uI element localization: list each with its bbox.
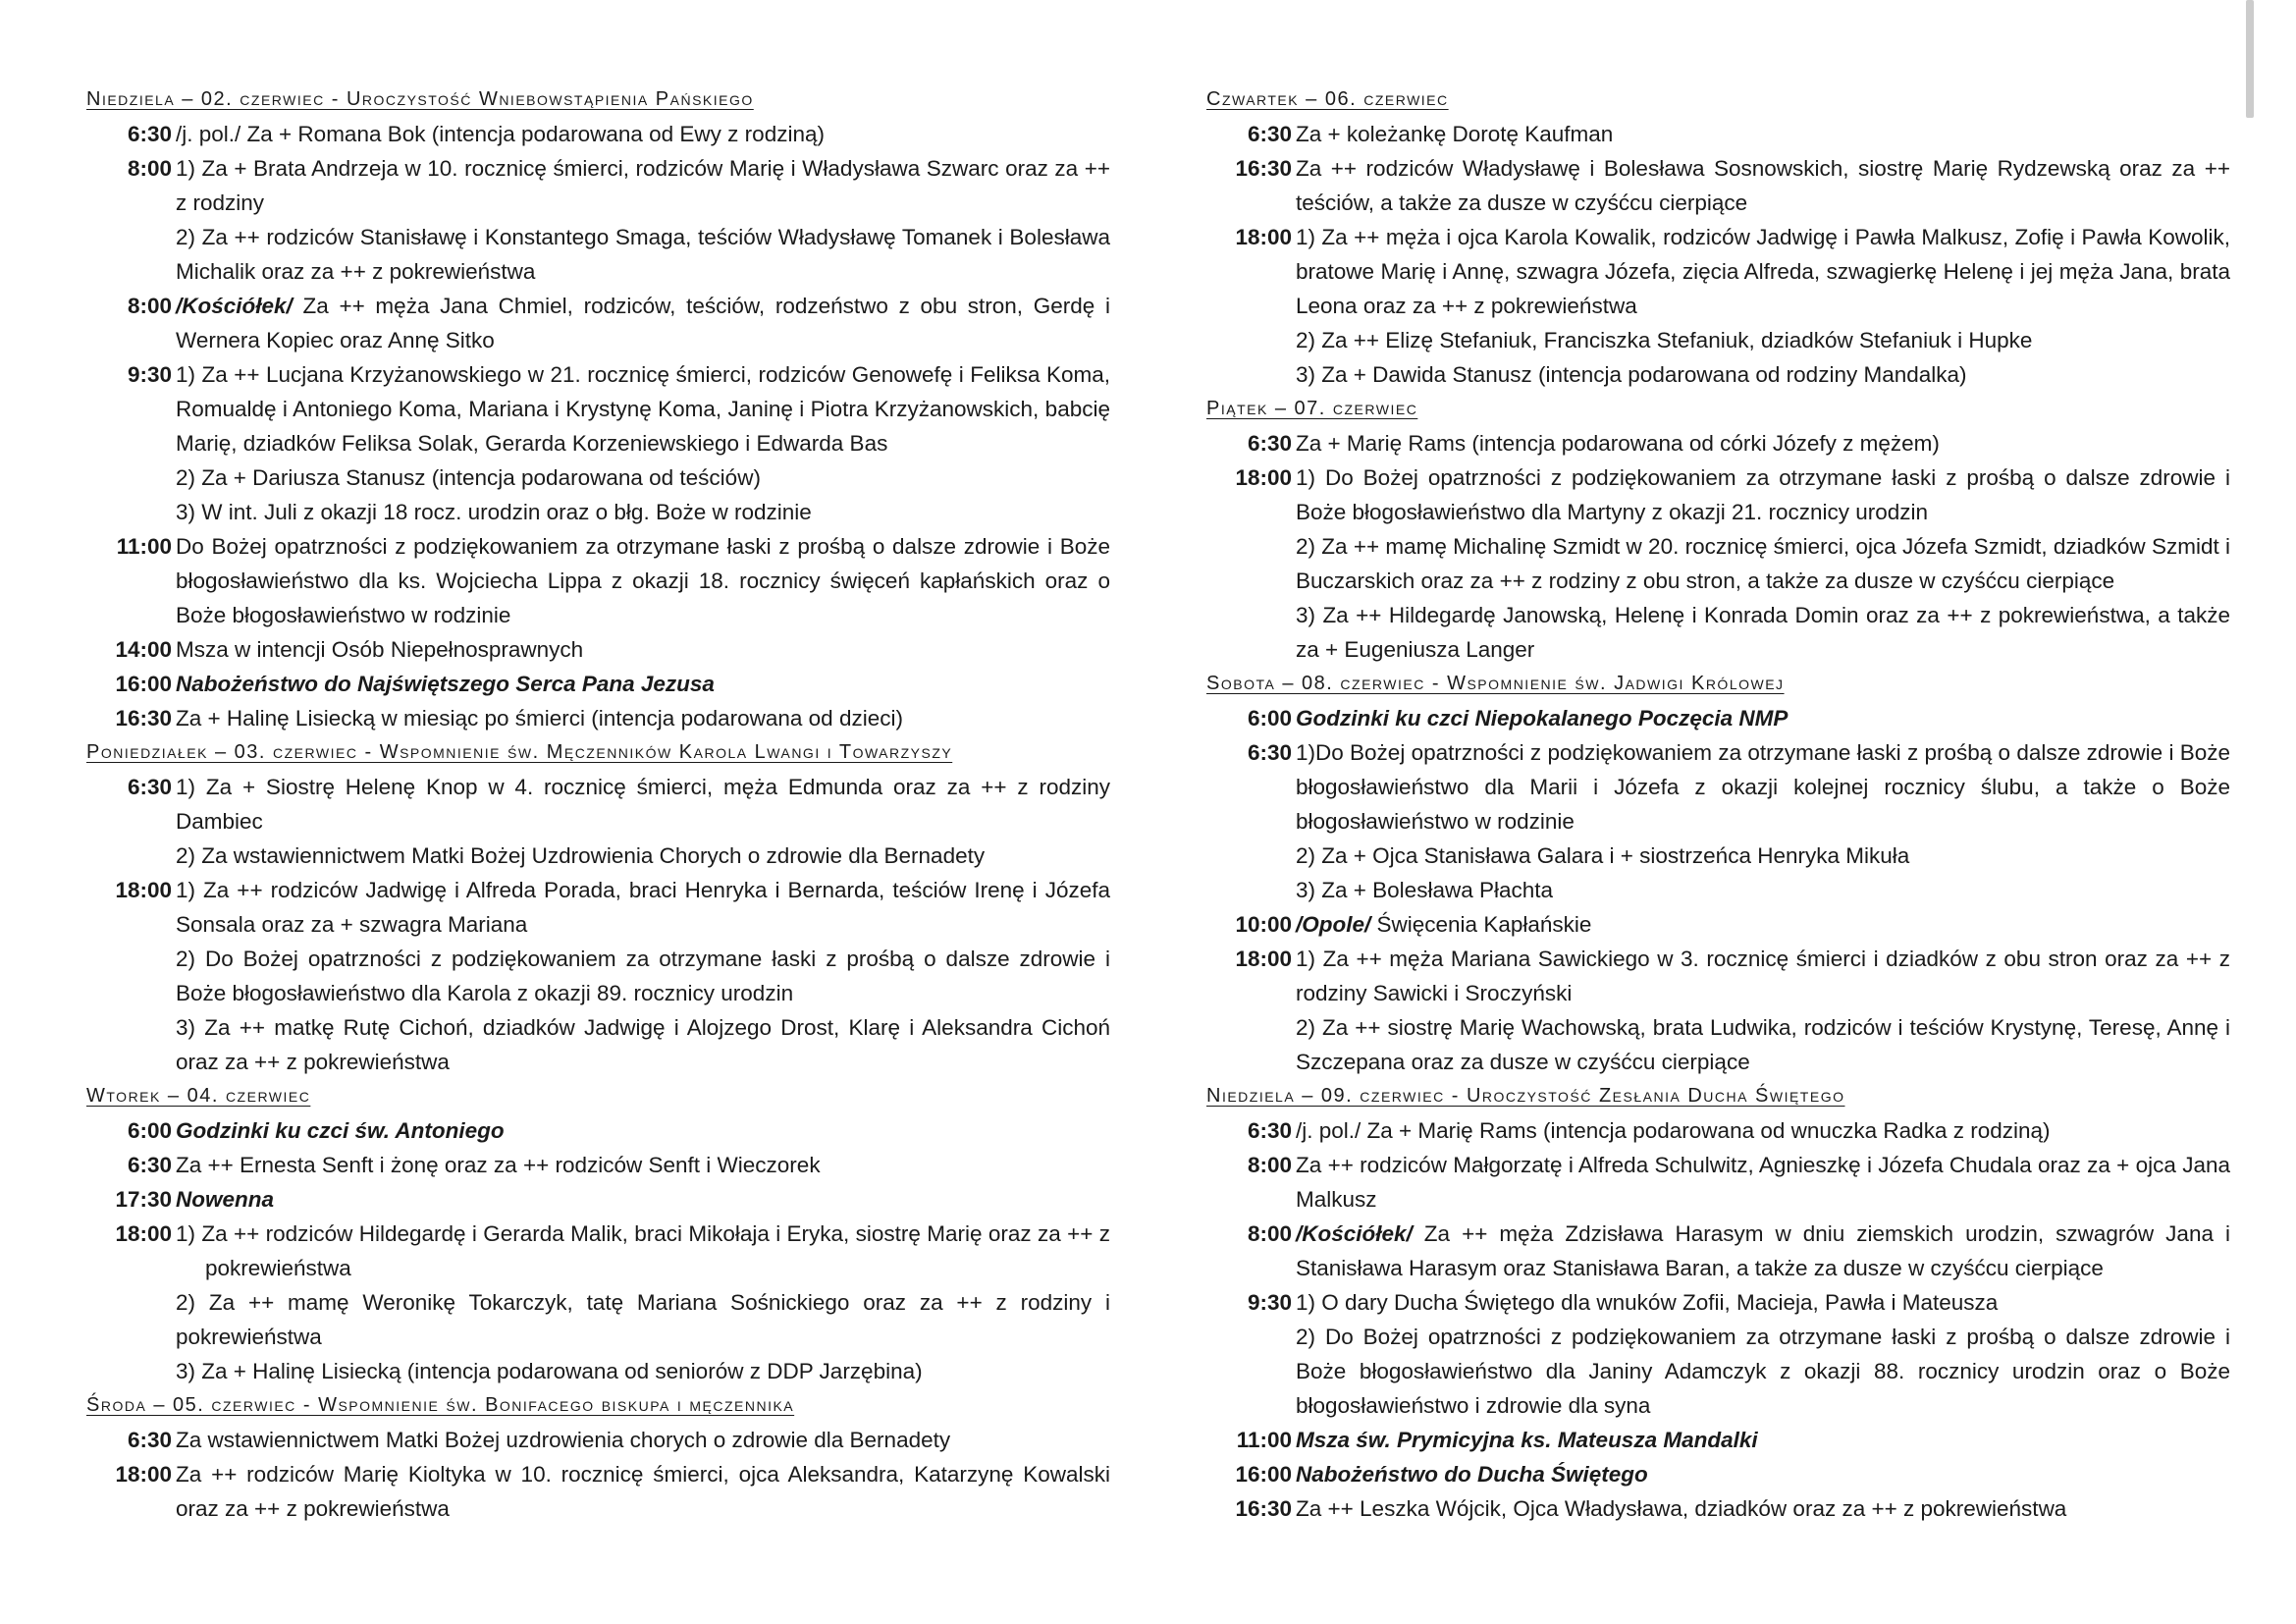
intention-text: 2) Za wstawiennictwem Matki Bożej Uzdrowienia Chorych o zdrowie dla Bernadety bbox=[176, 843, 986, 868]
intentions bbox=[1296, 701, 2230, 735]
intention-body: Za ++ męża Jana Chmiel, rodziców, teściów, rodzeństwo z obu stron, Gerdę i Wernera Kopiec oraz Annę Sitko bbox=[176, 294, 1110, 352]
mass-time: 18:00 bbox=[1235, 947, 1292, 971]
intention-text bbox=[1296, 1217, 2230, 1285]
intentions bbox=[176, 289, 1110, 357]
intention-text: Za ++ rodziców Marię Kioltyka w 10. rocznicę śmierci, ojca Aleksandra, Katarzynę Kowalski oraz za ++ z pokrewieństwa bbox=[176, 1462, 1110, 1521]
mass-time: 18:00 bbox=[115, 1221, 172, 1246]
mass-time: 17:30 bbox=[115, 1187, 172, 1212]
intention-text: Za + koleżankę Dorotę Kaufman bbox=[1296, 122, 1614, 146]
intentions bbox=[176, 1148, 1110, 1182]
mass-time: 10:00 bbox=[1235, 912, 1292, 937]
left-column bbox=[86, 82, 1110, 1526]
intention-text bbox=[176, 289, 1110, 357]
intentions bbox=[176, 1217, 1110, 1388]
mass-time: 18:00 bbox=[115, 878, 172, 902]
intention-text: Godzinki ku czci Niepokalanego Poczęcia NMP bbox=[1296, 706, 1789, 731]
intentions bbox=[176, 357, 1110, 529]
mass-row bbox=[1206, 1148, 2230, 1217]
mass-row bbox=[1206, 426, 2230, 460]
mass-row bbox=[86, 1217, 1110, 1388]
intention-text: 2) Za ++ mamę Weronikę Tokarczyk, tatę Mariana Sośnickiego oraz za ++ z rodziny i pokrewieństwa bbox=[176, 1290, 1110, 1349]
mass-row bbox=[86, 1113, 1110, 1148]
mass-row bbox=[1206, 1113, 2230, 1148]
intentions bbox=[176, 1457, 1110, 1526]
intention-text: Za ++ Ernesta Senft i żonę oraz za ++ rodziców Senft i Wieczorek bbox=[176, 1153, 821, 1177]
mass-row bbox=[1206, 460, 2230, 667]
intention-text: 1) Za ++ męża i ojca Karola Kowalik, rodziców Jadwigę i Pawła Malkusz, Zofię i Pawła Kowolik, bratowe Marię i Annę, szwagra Józefa, zięcia Alfreda, szwagierkę Helenę i jej męża Jana, brata Leona oraz za ++ z pokrewieństwa bbox=[1296, 225, 2230, 318]
intention-text: /j. pol./ Za + Romana Bok (intencja podarowana od Ewy z rodziną) bbox=[176, 122, 825, 146]
intention-text: 1)Do Bożej opatrzności z podziękowaniem za otrzymane łaski z prośbą o dalsze zdrowie i Boże błogosławieństwo dla Marii i Józefa z okazji kolejnej rocznicy ślubu, a także o Boże błogosławieństwo w rodzinie bbox=[1296, 740, 2230, 834]
intention-text: 1) Do Bożej opatrzności z podziękowaniem za otrzymane łaski z prośbą o dalsze zdrowie i Boże błogosławieństwo dla Martyny z okazji 21. rocznicy urodzin bbox=[1296, 465, 2230, 524]
intentions bbox=[1296, 1285, 2230, 1423]
mass-row bbox=[1206, 1423, 2230, 1457]
intention-text: Msza św. Prymicyjna ks. Mateusza Mandalki bbox=[1296, 1428, 1758, 1452]
intention-text: Za + Halinę Lisiecką w miesiąc po śmierci (intencja podarowana od dzieci) bbox=[176, 706, 903, 731]
intention-text: 2) Do Bożej opatrzności z podziękowaniem za otrzymane łaski z prośbą o dalsze zdrowie i Boże błogosławieństwo dla Janiny Adamczyk z okazji 88. rocznicy urodzin oraz o Boże błogosławieństwo i zdrowie dla syna bbox=[1296, 1325, 2230, 1418]
intentions bbox=[176, 873, 1110, 1079]
intention-text: 2) Za ++ mamę Michalinę Szmidt w 20. rocznicę śmierci, ojca Józefa Szmidt, dziadków Szmidt i Buczarskich oraz za ++ z rodziny z obu stron, a także za dusze w czyśćcu cierpiące bbox=[1296, 534, 2230, 593]
mass-time: 6:30 bbox=[127, 775, 172, 799]
intention-text: Za ++ rodziców Władysławę i Bolesława Sosnowskich, siostrę Marię Rydzewską oraz za ++ teściów, a także za dusze w czyśćcu cierpiące bbox=[1296, 156, 2230, 215]
mass-time: 6:30 bbox=[1247, 431, 1292, 456]
mass-row bbox=[86, 151, 1110, 289]
intentions bbox=[1296, 735, 2230, 907]
intention-body: Święcenia Kapłańskie bbox=[1370, 912, 1592, 937]
intentions bbox=[1296, 151, 2230, 220]
mass-row bbox=[1206, 942, 2230, 1079]
intention-text: Godzinki ku czci św. Antoniego bbox=[176, 1118, 505, 1143]
mass-time: 16:30 bbox=[115, 706, 172, 731]
intentions bbox=[176, 1423, 1110, 1457]
intention-body: Za ++ męża Zdzisława Harasym w dniu ziemskich urodzin, szwagrów Jana i Stanisława Harasym oraz Stanisława Baran, a także za dusze w czyśćcu cierpiące bbox=[1296, 1221, 2230, 1280]
intention-text: 2) Za ++ siostrę Marię Wachowską, brata Ludwika, rodziców i teściów Krystynę, Teresę, Annę i Szczepana oraz za dusze w czyśćcu cierpiące bbox=[1296, 1015, 2230, 1074]
mass-row bbox=[86, 873, 1110, 1079]
intention-text: 1) Za + Siostrę Helenę Knop w 4. rocznicę śmierci, męża Edmunda oraz za ++ z rodziny Dambiec bbox=[176, 775, 1110, 834]
day-header: Niedziela – 09. czerwiec - Uroczystość Zesłania Ducha Świętego bbox=[1206, 1085, 1845, 1107]
intention-text: 1) Za ++ męża Mariana Sawickiego w 3. rocznicę śmierci i dziadków z obu stron oraz za ++ z rodziny Sawicki i Sroczyński bbox=[1296, 947, 2230, 1005]
mass-row bbox=[1206, 907, 2230, 942]
scrollbar[interactable] bbox=[2246, 0, 2254, 118]
intentions bbox=[1296, 426, 2230, 460]
intentions bbox=[1296, 1423, 2230, 1457]
intention-text: 1) Za ++ Lucjana Krzyżanowskiego w 21. rocznicę śmierci, rodziców Genowefę i Feliksa Koma, Romualdę i Antoniego Koma, Mariana i Krystynę Koma, Janinę i Piotra Krzyżanowskich, babcię Marię, dziadków Feliksa Solak, Gerarda Korzeniewskiego i Edwarda Bas bbox=[176, 362, 1110, 456]
mass-row bbox=[86, 1148, 1110, 1182]
mass-time: 8:00 bbox=[127, 156, 172, 181]
mass-time: 16:30 bbox=[1235, 1496, 1292, 1521]
intention-text: Za ++ Leszka Wójcik, Ojca Władysława, dziadków oraz za ++ z pokrewieństwa bbox=[1296, 1496, 2067, 1521]
day-header: Środa – 05. czerwiec - Wspomnienie św. Bonifacego biskupa i męczennika bbox=[86, 1394, 795, 1416]
intentions bbox=[176, 1182, 1110, 1217]
intention-text: 2) Do Bożej opatrzności z podziękowaniem za otrzymane łaski z prośbą o dalsze zdrowie i Boże błogosławieństwo dla Karola z okazji 89. rocznicy urodzin bbox=[176, 947, 1110, 1005]
mass-time: 6:30 bbox=[1247, 122, 1292, 146]
intentions bbox=[1296, 907, 2230, 942]
intention-text: 3) Za + Halinę Lisiecką (intencja podarowana od seniorów z DDP Jarzębina) bbox=[176, 1359, 923, 1383]
intention-text: 3) W int. Juli z okazji 18 rocz. urodzin oraz o błg. Boże w rodzinie bbox=[176, 500, 812, 524]
mass-time: 6:30 bbox=[1247, 740, 1292, 765]
mass-row bbox=[1206, 735, 2230, 907]
mass-time: 16:00 bbox=[115, 672, 172, 696]
day-header: Czwartek – 06. czerwiec bbox=[1206, 88, 1449, 110]
mass-time: 8:00 bbox=[1247, 1221, 1292, 1246]
intention-text: 2) Za ++ Elizę Stefaniuk, Franciszka Stefaniuk, dziadków Stefaniuk i Hupke bbox=[1296, 328, 2033, 352]
mass-row bbox=[86, 1457, 1110, 1526]
intention-text: 3) Za ++ Hildegardę Janowską, Helenę i Konrada Domin oraz za ++ z pokrewieństwa, a także za + Eugeniusza Langer bbox=[1296, 603, 2230, 662]
mass-row bbox=[86, 117, 1110, 151]
intentions bbox=[176, 632, 1110, 667]
mass-time: 9:30 bbox=[1247, 1290, 1292, 1315]
mass-time: 9:30 bbox=[127, 362, 172, 387]
mass-row bbox=[1206, 1217, 2230, 1285]
mass-row bbox=[86, 632, 1110, 667]
intention-text: Nabożeństwo do Najświętszego Serca Pana Jezusa bbox=[176, 672, 715, 696]
intentions bbox=[1296, 1491, 2230, 1526]
mass-row bbox=[86, 770, 1110, 873]
mass-time: 18:00 bbox=[1235, 465, 1292, 490]
intentions bbox=[176, 117, 1110, 151]
mass-row bbox=[86, 289, 1110, 357]
intentions bbox=[176, 151, 1110, 289]
intention-text: 3) Za + Dawida Stanusz (intencja podarowana od rodziny Mandalka) bbox=[1296, 362, 1967, 387]
intention-text: Nowenna bbox=[176, 1187, 275, 1212]
day-header: Wtorek – 04. czerwiec bbox=[86, 1085, 311, 1107]
mass-row bbox=[86, 357, 1110, 529]
intention-text: Do Bożej opatrzności z podziękowaniem za otrzymane łaski z prośbą o dalsze zdrowie i Boże błogosławieństwo dla ks. Wojciecha Lippa z okazji 18. rocznicy święceń kapłańskich oraz o Boże błogosławieństwo w rodzinie bbox=[176, 534, 1110, 627]
intentions bbox=[1296, 1148, 2230, 1217]
intention-text: Za + Marię Rams (intencja podarowana od córki Józefy z mężem) bbox=[1296, 431, 1940, 456]
intentions bbox=[1296, 1217, 2230, 1285]
intention-text: 1) Za ++ rodziców Jadwigę i Alfreda Porada, braci Henryka i Bernarda, teściów Irenę i Józefa Sonsala oraz za + szwagra Mariana bbox=[176, 878, 1110, 937]
mass-row bbox=[86, 1423, 1110, 1457]
intentions bbox=[176, 529, 1110, 632]
intention-text: 1) Za + Brata Andrzeja w 10. rocznicę śmierci, rodziców Marię i Władysława Szwarc oraz za ++ z rodziny bbox=[176, 156, 1110, 215]
intention-text bbox=[1296, 907, 2230, 942]
mass-row bbox=[86, 667, 1110, 701]
mass-row bbox=[1206, 151, 2230, 220]
intention-text: 3) Za ++ matkę Rutę Cichoń, dziadków Jadwigę i Alojzego Drost, Klarę i Aleksandra Cichoń oraz za ++ z pokrewieństwa bbox=[176, 1015, 1110, 1074]
mass-time: 16:30 bbox=[1235, 156, 1292, 181]
day-header: Poniedziałek – 03. czerwiec - Wspomnienie św. Męczenników Karola Lwangi i Towarzyszy bbox=[86, 741, 953, 763]
intentions bbox=[1296, 942, 2230, 1079]
right-column bbox=[1206, 82, 2230, 1526]
intentions bbox=[176, 770, 1110, 873]
day-header: Sobota – 08. czerwiec - Wspomnienie św. Jadwigi Królowej bbox=[1206, 673, 1785, 694]
mass-time: 16:00 bbox=[1235, 1462, 1292, 1487]
intention-text: 1) Za ++ rodziców Hildegardę i Gerarda Malik, braci Mikołaja i Eryka, siostrę Marię oraz za ++ z pokrewieństwa bbox=[176, 1221, 1110, 1280]
mass-time: 6:30 bbox=[127, 1428, 172, 1452]
mass-time: 6:30 bbox=[127, 1153, 172, 1177]
intention-text: Za ++ rodziców Małgorzatę i Alfreda Schulwitz, Agnieszkę i Józefa Chudala oraz za + ojca Jana Malkusz bbox=[1296, 1153, 2230, 1212]
intentions bbox=[1296, 220, 2230, 392]
intention-text: Za wstawiennictwem Matki Bożej uzdrowienia chorych o zdrowie dla Bernadety bbox=[176, 1428, 951, 1452]
day-header: Niedziela – 02. czerwiec - Uroczystość Wniebowstąpienia Pańskiego bbox=[86, 88, 754, 110]
intentions bbox=[176, 701, 1110, 735]
mass-row bbox=[1206, 117, 2230, 151]
mass-time: 8:00 bbox=[1247, 1153, 1292, 1177]
mass-row bbox=[86, 529, 1110, 632]
mass-row bbox=[86, 1182, 1110, 1217]
mass-row bbox=[86, 701, 1110, 735]
location-label: /Opole/ bbox=[1296, 912, 1371, 937]
intention-text: 3) Za + Bolesława Płachta bbox=[1296, 878, 1554, 902]
intention-text: 2) Za + Dariusza Stanusz (intencja podarowana od teściów) bbox=[176, 465, 761, 490]
intentions bbox=[1296, 1457, 2230, 1491]
mass-row bbox=[1206, 701, 2230, 735]
intentions bbox=[176, 1113, 1110, 1148]
day-header: Piątek – 07. czerwiec bbox=[1206, 398, 1418, 419]
mass-row bbox=[1206, 1457, 2230, 1491]
mass-time: 8:00 bbox=[127, 294, 172, 318]
intentions bbox=[176, 667, 1110, 701]
mass-time: 11:00 bbox=[1236, 1428, 1292, 1452]
intention-text: 1) O dary Ducha Świętego dla wnuków Zofii, Macieja, Pawła i Mateusza bbox=[1296, 1290, 1999, 1315]
mass-row bbox=[1206, 1285, 2230, 1423]
mass-time: 6:00 bbox=[1247, 706, 1292, 731]
intention-text: /j. pol./ Za + Marię Rams (intencja podarowana od wnuczka Radka z rodziną) bbox=[1296, 1118, 2051, 1143]
location-label: /Kościółek/ bbox=[176, 294, 293, 318]
intentions bbox=[1296, 460, 2230, 667]
mass-time: 18:00 bbox=[1235, 225, 1292, 249]
mass-time: 6:30 bbox=[1247, 1118, 1292, 1143]
mass-time: 6:00 bbox=[127, 1118, 172, 1143]
intention-text: Nabożeństwo do Ducha Świętego bbox=[1296, 1462, 1648, 1487]
mass-time: 11:00 bbox=[116, 534, 172, 559]
mass-row bbox=[1206, 1491, 2230, 1526]
intention-text: 2) Za + Ojca Stanisława Galara i + siostrzeńca Henryka Mikuła bbox=[1296, 843, 1910, 868]
mass-row bbox=[1206, 220, 2230, 392]
intentions bbox=[1296, 1113, 2230, 1148]
mass-time: 6:30 bbox=[127, 122, 172, 146]
location-label: /Kościółek/ bbox=[1296, 1221, 1413, 1246]
intention-text: 2) Za ++ rodziców Stanisławę i Konstantego Smaga, teściów Władysławę Tomanek i Bolesława Michalik oraz za ++ z pokrewieństwa bbox=[176, 225, 1110, 284]
intentions bbox=[1296, 117, 2230, 151]
mass-time: 14:00 bbox=[115, 637, 172, 662]
intention-text: Msza w intencji Osób Niepełnosprawnych bbox=[176, 637, 584, 662]
mass-time: 18:00 bbox=[115, 1462, 172, 1487]
